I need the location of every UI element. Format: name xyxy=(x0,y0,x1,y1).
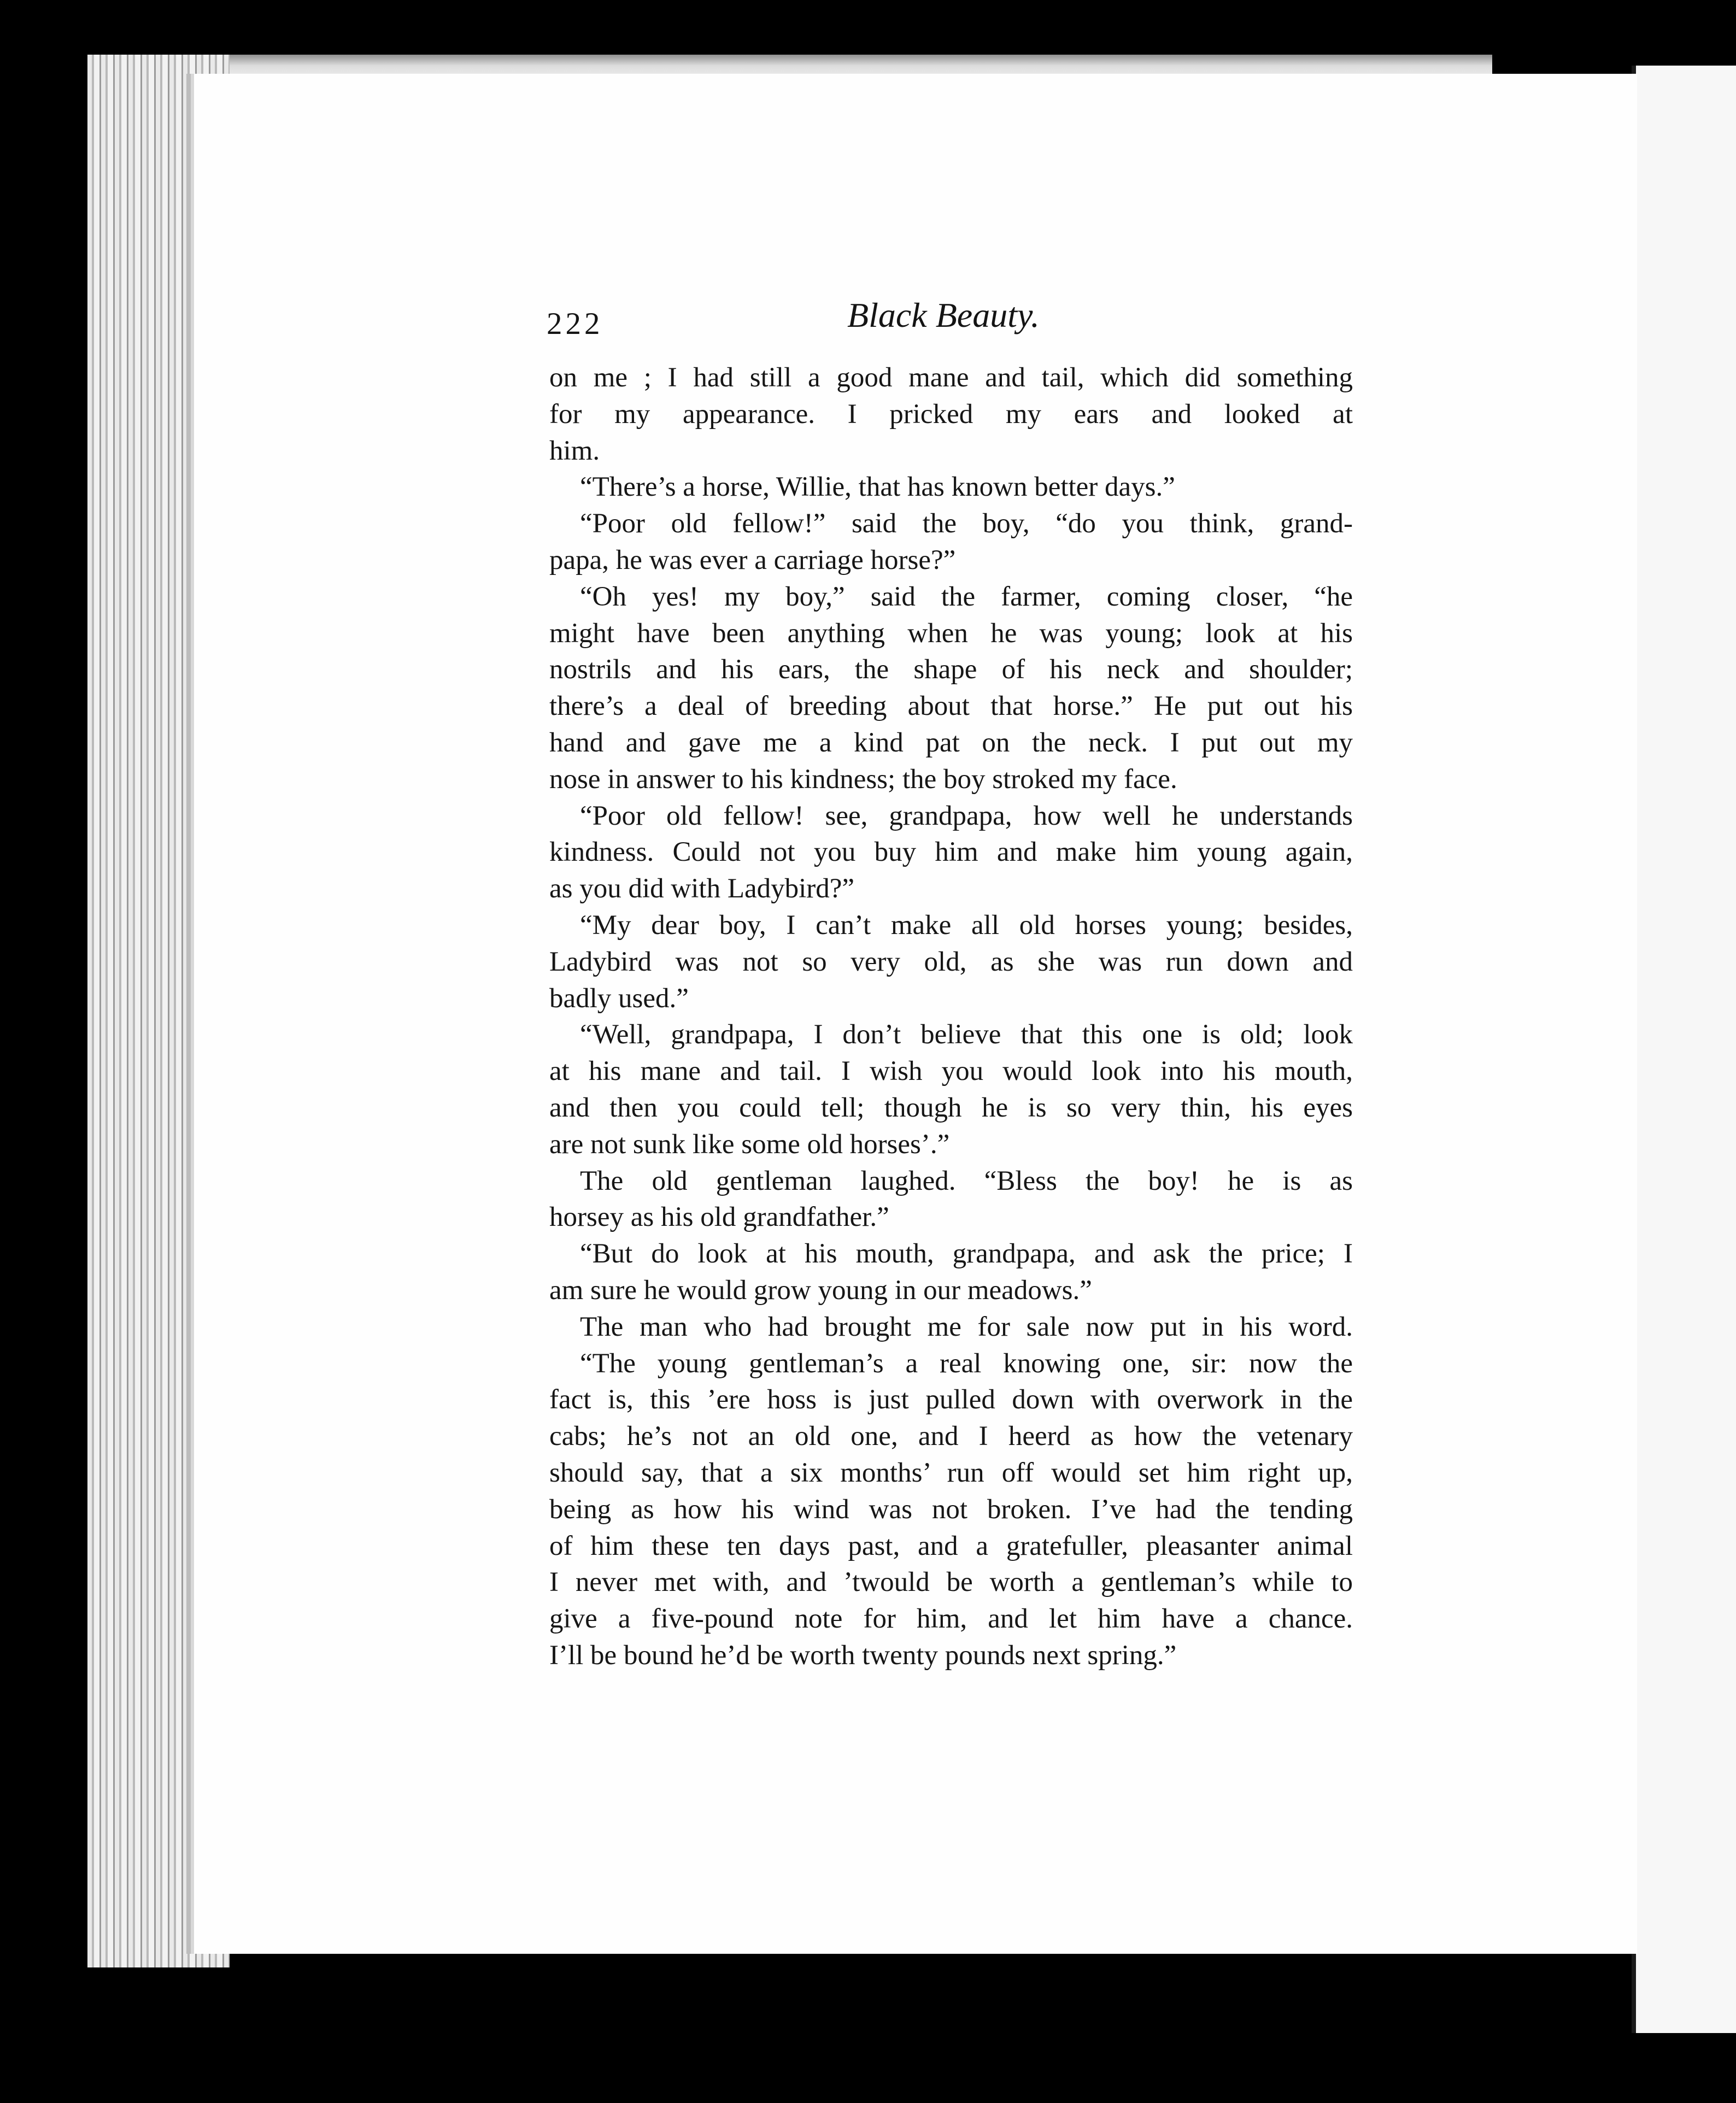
text-line: “Well, grandpapa, I don’t believe that this one is old; look xyxy=(580,1019,1353,1050)
text-line: as you did with Ladybird?” xyxy=(549,873,855,904)
text-line: nostrils and his ears, the shape of his neck and shoulder; xyxy=(549,654,1353,685)
text-line: fact is, this ’ere hoss is just pulled down with overwork in the xyxy=(549,1384,1353,1415)
text-line: am sure he would grow young in our meadows.” xyxy=(549,1274,1092,1306)
text-line: cabs; he’s not an old one, and I heerd as how the vetenary xyxy=(549,1421,1353,1452)
text-line: “But do look at his mouth, grandpapa, and ask the price; I xyxy=(580,1238,1353,1270)
text-line: him. xyxy=(549,435,600,466)
text-line: badly used.” xyxy=(549,983,689,1014)
body-text xyxy=(549,360,1353,1674)
text-line: I’ll be bound he’d be worth twenty pounds next spring.” xyxy=(549,1640,1177,1671)
text-line: kindness. Could not you buy him and make him young again, xyxy=(549,837,1353,868)
text-line: for my appearance. I pricked my ears and looked at xyxy=(549,398,1353,430)
text-line: nose in answer to his kindness; the boy stroked my face. xyxy=(549,763,1177,795)
text-line: “Poor old fellow! see, grandpapa, how well he understands xyxy=(580,800,1353,831)
page-number: 222 xyxy=(547,307,603,341)
text-line: being as how his wind was not broken. I’ve had the tending xyxy=(549,1494,1353,1525)
text-line: of him these ten days past, and a gratefuller, pleasanter animal xyxy=(549,1530,1353,1561)
text-line: and then you could tell; though he is so very thin, his eyes xyxy=(549,1092,1353,1123)
facing-page-edge xyxy=(1632,66,1736,2033)
text-line: might have been anything when he was young; look at his xyxy=(549,618,1353,649)
text-line: are not sunk like some old horses’.” xyxy=(549,1129,950,1160)
text-line: Ladybird was not so very old, as she was run down and xyxy=(549,946,1353,977)
text-line: there’s a deal of breeding about that horse.” He put out his xyxy=(549,691,1353,722)
text-line: The old gentleman laughed. “Bless the boy! he is as xyxy=(580,1165,1353,1196)
text-line: at his mane and tail. I wish you would look into his mouth, xyxy=(549,1056,1353,1087)
text-line: give a five-pound note for him, and let him have a chance. xyxy=(549,1603,1353,1635)
running-title: Black Beauty. xyxy=(847,296,1040,334)
text-line: should say, that a six months’ run off would set him right up, xyxy=(549,1457,1353,1488)
text-line: hand and gave me a kind pat on the neck. I put out my xyxy=(549,727,1353,758)
text-line: “There’s a horse, Willie, that has known better days.” xyxy=(580,472,1175,503)
text-line: “The young gentleman’s a real knowing one, sir: now the xyxy=(580,1348,1353,1379)
text-line: I never met with, and ’twould be worth a gentleman’s while to xyxy=(549,1567,1353,1598)
text-line: papa, he was ever a carriage horse?” xyxy=(549,544,956,575)
page-header xyxy=(547,295,1356,339)
text-line: “My dear boy, I can’t make all old horses young; besides, xyxy=(580,909,1353,941)
text-line: “Poor old fellow!” said the boy, “do you think, grand- xyxy=(580,508,1353,539)
text-line: The man who had brought me for sale now put in his word. xyxy=(580,1311,1353,1342)
text-line: horsey as his old grandfather.” xyxy=(549,1202,889,1233)
text-line: “Oh yes! my boy,” said the farmer, coming closer, “he xyxy=(580,581,1353,612)
text-line: on me ; I had still a good mane and tail, which did something xyxy=(549,362,1353,393)
